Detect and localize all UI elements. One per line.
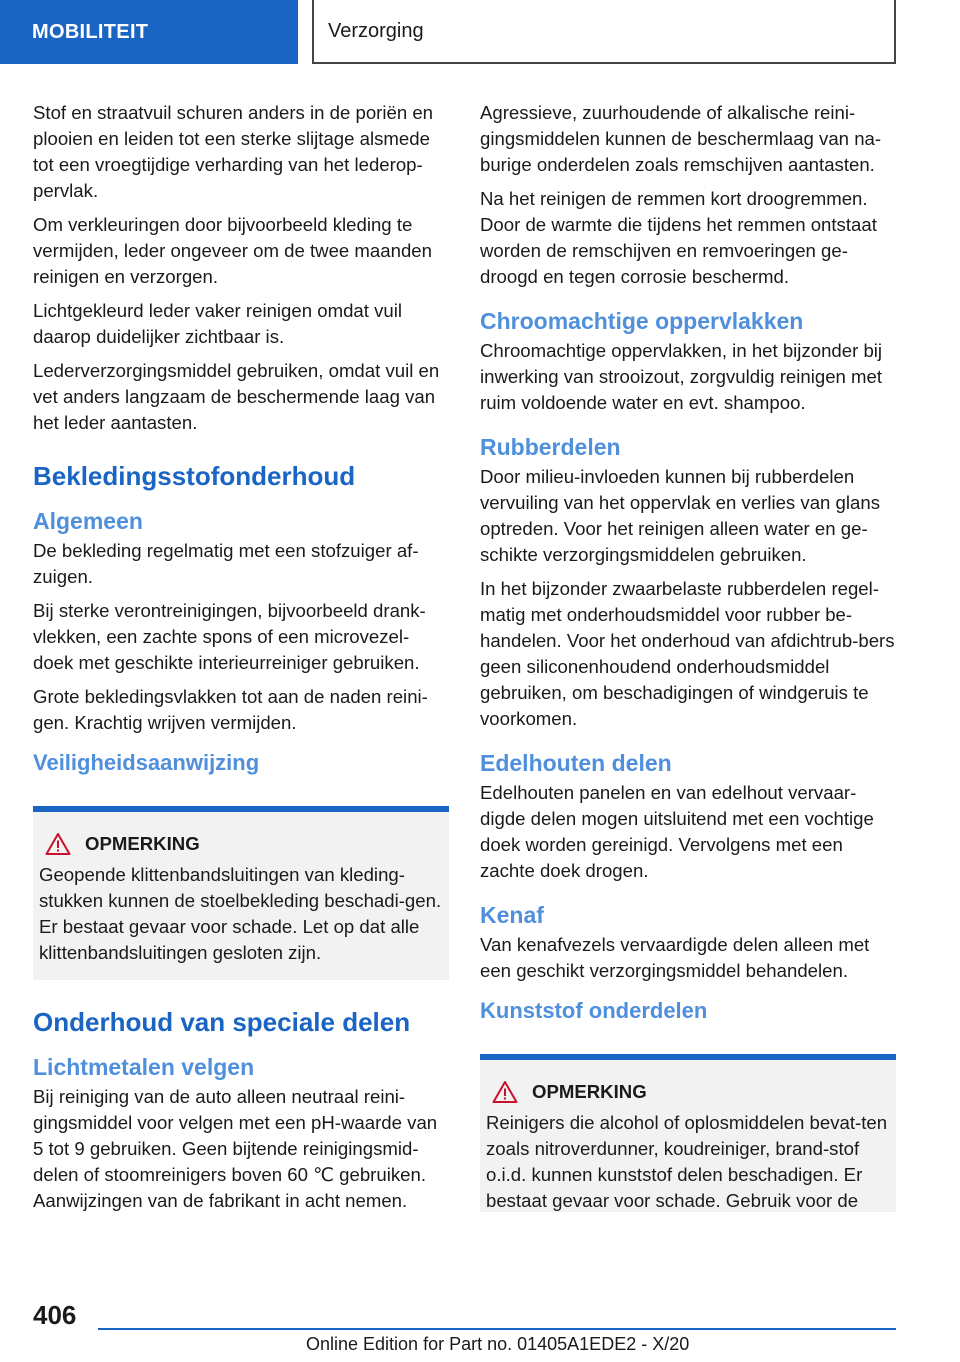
warning-triangle-icon (45, 832, 71, 856)
paragraph: Door milieu-invloeden kunnen bij rubberdelen vervuiling van het oppervlak en verlies van glans optreden. Voor het reinigen alleen water en ge-schikte verzorgingsmiddelen gebruiken. (480, 466, 880, 565)
paragraph: Grote bekledingsvlakken tot aan de naden reini-gen. Krachtig wrijven vermijden. (33, 686, 428, 733)
warning-triangle-icon (492, 1080, 518, 1104)
notice-box (33, 806, 449, 980)
notice-box (480, 1054, 896, 1212)
subsection-heading: Kenaf (480, 902, 544, 928)
paragraph: Van kenafvezels vervaardigde delen alleen met een geschikt verzorgingsmiddel behandelen. (480, 934, 870, 981)
section-heading: Bekledingsstofonderhoud (33, 461, 356, 491)
section-heading: Onderhoud van speciale delen (33, 1007, 411, 1037)
paragraph: Chroomachtige oppervlakken, in het bijzonder bij inwerking van strooizout, zorgvuldig reinigen met ruim voldoende water en evt. shampoo. (480, 340, 883, 413)
notice-label: OPMERKING (532, 1081, 647, 1102)
notice-header (39, 832, 443, 856)
subsection-heading: Kunststof onderdelen (480, 998, 708, 1023)
paragraph: Om verkleuringen door bijvoorbeeld kleding te vermijden, leder ongeveer om de twee maanden reinigen en verzorgen. (33, 214, 432, 287)
notice-header (486, 1080, 890, 1104)
section-tab: MOBILITEIT (0, 0, 298, 64)
page-number: 406 (33, 1300, 77, 1330)
subsection-heading: Algemeen (33, 508, 143, 534)
left-column (33, 100, 449, 1222)
notice-text: Geopende klittenbandsluitingen van kleding-stukken kunnen de stoelbekleding beschadi-gen. Er bestaat gevaar voor schade. Let op dat alle klittenbandsluitingen gesloten zijn. (39, 864, 442, 963)
paragraph: Edelhouten panelen en van edelhout vervaar-digde delen mogen uitsluitend met een vochtige doek worden gereinigd. Vervolgens met een zachte doek drogen. (480, 782, 874, 881)
notice-text: Reinigers die alcohol of oplosmiddelen bevat-ten zoals nitroverdunner, koudreiniger, brand-stof o.i.d. kunnen kunststof delen beschadigen. Er bestaat gevaar voor schade. Gebruik voor de (486, 1112, 888, 1211)
footer-divider (98, 1328, 896, 1330)
right-column (480, 100, 896, 1238)
subsection-heading: Lichtmetalen velgen (33, 1054, 255, 1080)
notice-label: OPMERKING (85, 833, 200, 854)
subsection-heading: Veiligheidsaanwijzing (33, 750, 260, 775)
footer-edition: Online Edition for Part no. 01405A1EDE2 - X/20 (306, 1334, 690, 1354)
paragraph: Lederverzorgingsmiddel gebruiken, omdat vuil en vet anders langzaam de beschermende laag van het leder aantasten. (33, 360, 440, 433)
paragraph: Bij reiniging van de auto alleen neutraal reini-gingsmiddel voor velgen met een pH-waarde van 5 tot 9 gebruiken. Geen bijtende reinigingsmid-delen of stoomreinigers boven 60 ℃ gebruiken. Aanwijzingen van de fabrikant in acht nemen. (33, 1086, 438, 1211)
subsection-heading: Edelhouten delen (480, 750, 672, 776)
paragraph: Stof en straatvuil schuren anders in de poriën en plooien en leiden tot een sterke slijtage alsmede tot een vroegtijdige verharding van het lederop-pervlak. (33, 102, 434, 201)
subsection-heading: Rubberdelen (480, 434, 621, 460)
paragraph: Bij sterke verontreinigingen, bijvoorbeeld drank-vlekken, een zachte spons of een microvezel-doek met geschikte interieurreiniger gebruiken. (33, 600, 426, 673)
paragraph: Lichtgekleurd leder vaker reinigen omdat vuil daarop duidelijker zichtbaar is. (33, 300, 402, 347)
paragraph: Na het reinigen de remmen kort droogremmen. Door de warmte die tijdens het remmen ontstaat worden de remschijven en remvoeringen ge-droogd en tegen corrosie beschermd. (480, 188, 877, 287)
paragraph: In het bijzonder zwaarbelaste rubberdelen regel-matig met onderhoudsmiddel voor rubber be-handelen. Voor het onderhoud van afdichtrub-bers geen siliconenhoudend onderhoudsmiddel gebruiken, om beschadigingen of windgeruis te voorkomen. (480, 578, 895, 729)
subsection-heading: Chroomachtige oppervlakken (480, 308, 804, 334)
paragraph: De bekleding regelmatig met een stofzuiger af-zuigen. (33, 540, 419, 587)
chapter-title: Verzorging (312, 0, 896, 64)
paragraph: Agressieve, zuurhoudende of alkalische reini-gingsmiddelen kunnen de beschermlaag van na-burige onderdelen zoals remschijven aantasten. (480, 102, 882, 175)
